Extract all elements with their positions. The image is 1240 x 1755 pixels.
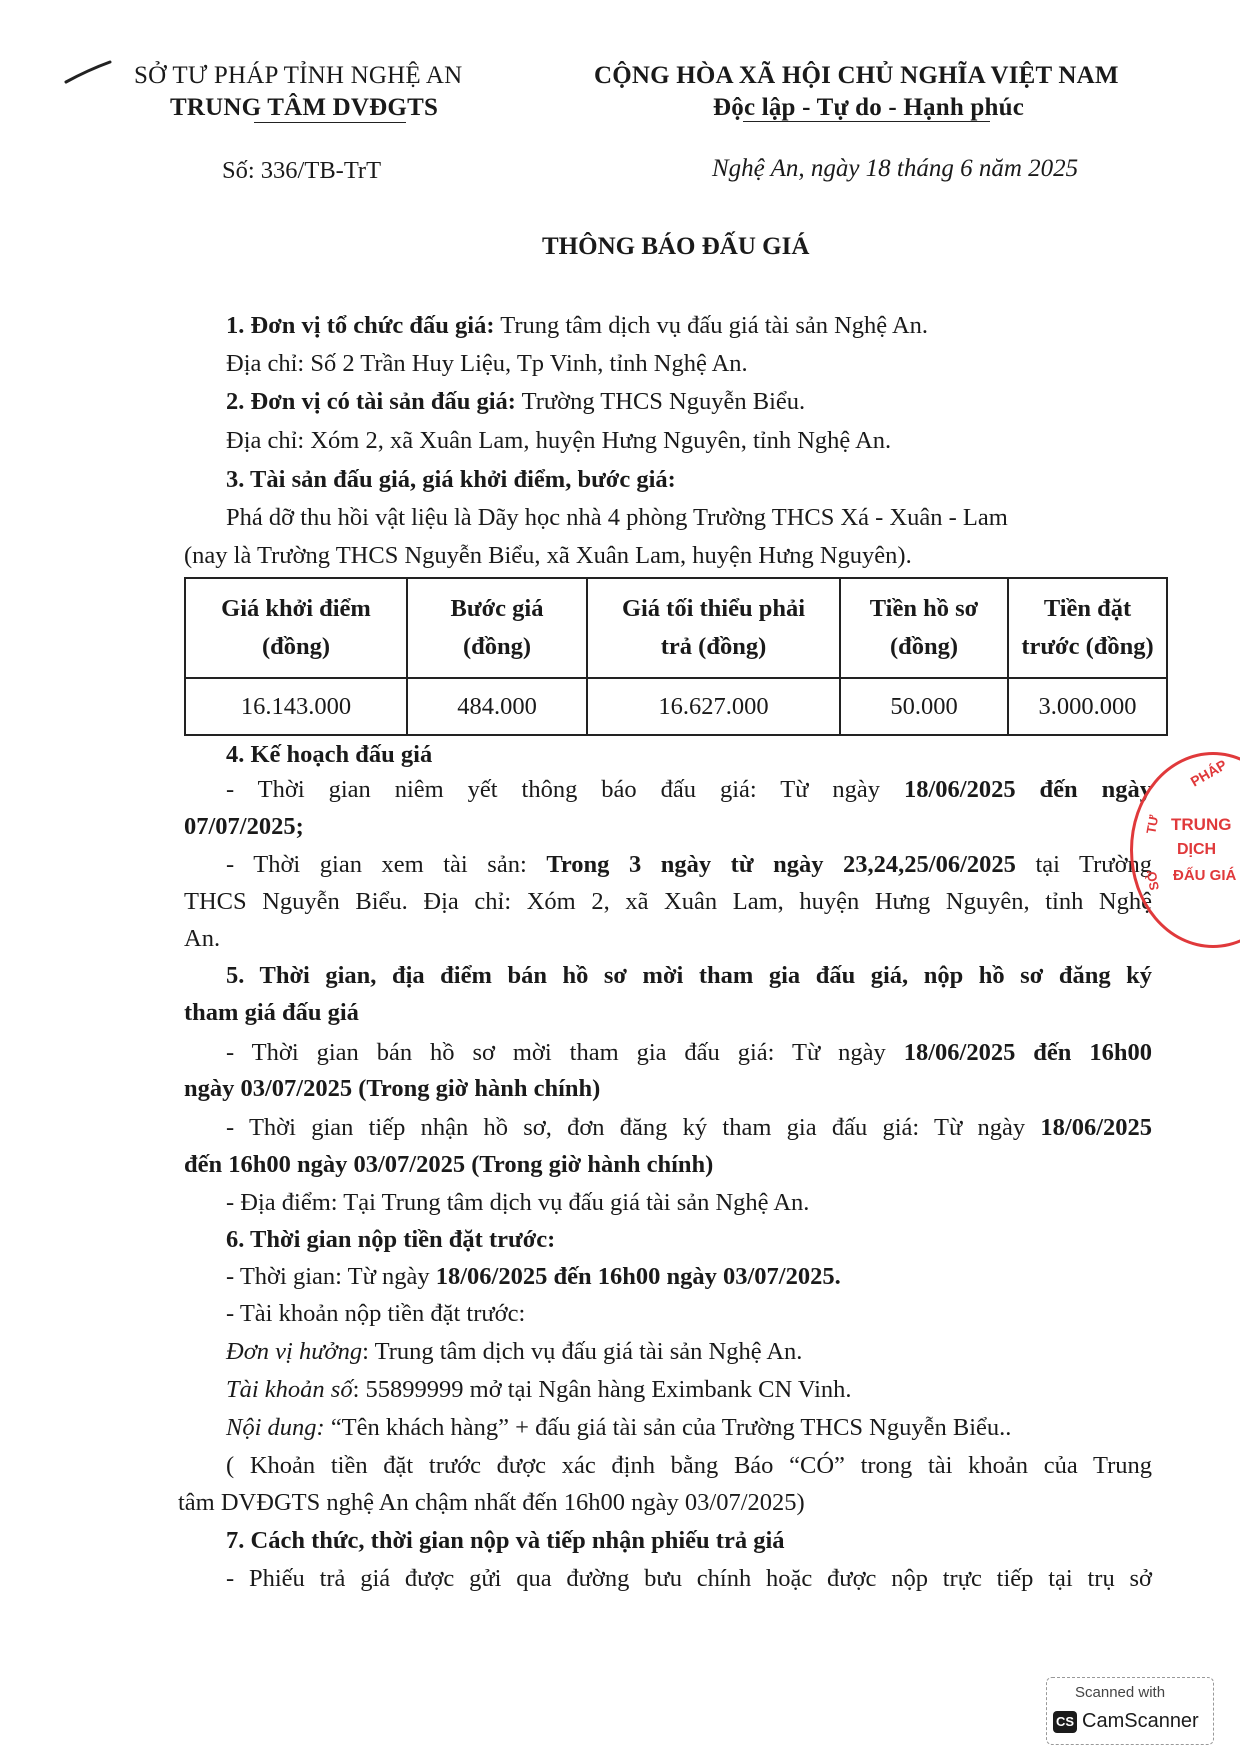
nation-name: CỘNG HÒA XÃ HỘI CHỦ NGHĨA VIỆT NAM	[594, 62, 1119, 89]
file-fee-value: 50.000	[840, 678, 1008, 735]
section-2-line	[226, 388, 805, 416]
section-2-label: 2. Đơn vị có tài sản đấu giá:	[226, 388, 516, 415]
viewing-time-text: - Thời gian xem tài sản:	[226, 851, 527, 878]
file-sale-text: - Thời gian bán hồ sơ mời tham gia đấu giá: Từ ngày	[226, 1039, 886, 1066]
stamp-line-2: DỊCH	[1177, 841, 1217, 858]
account-label: Tài khoản số	[226, 1376, 353, 1403]
viewing-address-end: An.	[184, 925, 221, 952]
deposit-time-line	[226, 1263, 841, 1291]
transfer-content-line	[226, 1414, 1011, 1442]
deposit-note-1: ( Khoản tiền đặt trước được xác định bằng Báo “CÓ” trong tài khoản của Trung	[226, 1452, 1152, 1479]
section-1-value: Trung tâm dịch vụ đấu giá tài sản Nghệ An.	[500, 312, 929, 339]
section-5-label: 5. Thời gian, địa điểm bán hồ sơ mời tham gia đấu giá, nộp hồ sơ đăng ký	[226, 962, 1152, 989]
beneficiary-value: : Trung tâm dịch vụ đấu giá tài sản Nghệ An.	[362, 1338, 803, 1365]
account-line	[226, 1376, 852, 1404]
viewing-address: THCS Nguyễn Biểu. Địa chỉ: Xóm 2, xã Xuân Lam, huyện Hưng Nguyên, tỉnh Nghệ	[184, 888, 1152, 915]
scanner-caption: Scanned with	[1075, 1684, 1166, 1701]
deposit-value: 3.000.000	[1008, 678, 1167, 735]
section-1-label: 1. Đơn vị tổ chức đấu giá:	[226, 312, 495, 339]
file-receipt-text: - Thời gian tiếp nhận hồ sơ, đơn đăng ký tham gia đấu giá: Từ ngày	[226, 1114, 1026, 1141]
agency-unit: TRUNG TÂM DVĐGTS	[170, 94, 439, 121]
section-2-address: Địa chỉ: Xóm 2, xã Xuân Lam, huyện Hưng Nguyên, tỉnh Nghệ An.	[226, 427, 892, 454]
header-starting-price: Giá khởi điểm (đồng)	[185, 578, 407, 678]
posting-time-line	[226, 776, 1152, 804]
section-1-line	[226, 312, 928, 340]
deposit-time-text: - Thời gian: Từ ngày	[226, 1263, 430, 1290]
agency-underline	[254, 122, 406, 123]
file-receipt-line	[226, 1114, 1152, 1142]
posting-time-text: - Thời gian niêm yết thông báo đấu giá: Từ ngày	[226, 776, 881, 803]
file-sale-dates: 18/06/2025 đến 16h00	[903, 1039, 1152, 1066]
section-7-label: 7. Cách thức, thời gian nộp và tiếp nhận phiếu trả giá	[226, 1527, 785, 1554]
stamp-arc-left-2: SỞ	[1143, 869, 1162, 892]
account-value: : 55899999 mở tại Ngân hàng Eximbank CN Vinh.	[352, 1376, 852, 1403]
section-7-line-1: - Phiếu trả giá được gửi qua đường bưu chính hoặc được nộp trực tiếp tại trụ sở	[226, 1565, 1152, 1592]
camscanner-logo-icon: CS	[1053, 1711, 1077, 1733]
document-title: THÔNG BÁO ĐẤU GIÁ	[542, 233, 810, 260]
motto-underline	[743, 121, 990, 122]
header-deposit: Tiền đặt trước (đồng)	[1008, 578, 1167, 678]
section-4-label: 4. Kế hoạch đấu giá	[226, 741, 433, 768]
deposit-account-intro: - Tài khoản nộp tiền đặt trước:	[226, 1300, 526, 1327]
price-step-value: 484.000	[407, 678, 587, 735]
transfer-content-value: “Tên khách hàng” + đấu giá tài sản của Trường THCS Nguyễn Biểu..	[330, 1414, 1012, 1441]
header-price-step: Bước giá (đồng)	[407, 578, 587, 678]
section-5-label-cont: tham giá đấu giá	[184, 999, 359, 1026]
posting-time-end: 07/07/2025;	[184, 813, 304, 840]
file-sale-line	[226, 1039, 1152, 1067]
deposit-note-2: tâm DVĐGTS nghệ An chậm nhất đến 16h00 ngày 03/07/2025)	[178, 1489, 805, 1516]
section-1-address: Địa chỉ: Số 2 Trần Huy Liệu, Tp Vinh, tỉnh Nghệ An.	[226, 350, 748, 377]
agency-name: SỞ TƯ PHÁP TỈNH NGHỆ AN	[134, 62, 463, 89]
viewing-time-dates: Trong 3 ngày từ ngày 23,24,25/06/2025	[546, 851, 1016, 878]
section-3-desc-1: Phá dỡ thu hồi vật liệu là Dãy học nhà 4 phòng Trường THCS Xá - Xuân - Lam	[226, 504, 1008, 531]
sale-location: - Địa điểm: Tại Trung tâm dịch vụ đấu giá tài sản Nghệ An.	[226, 1189, 810, 1216]
scanner-brand: CamScanner	[1082, 1710, 1199, 1732]
header-minimum-price: Giá tối thiểu phải trả (đồng)	[587, 578, 840, 678]
beneficiary-label: Đơn vị hưởng	[226, 1338, 363, 1365]
stamp-line-1: TRUNG	[1171, 815, 1232, 834]
deposit-time-dates: 18/06/2025 đến 16h00 ngày 03/07/2025.	[435, 1263, 841, 1290]
pen-mark	[62, 58, 114, 86]
stamp-arc-top: PHÁP	[1187, 756, 1230, 790]
section-2-value: Trường THCS Nguyễn Biểu.	[521, 388, 806, 415]
camscanner-badge	[1046, 1677, 1214, 1745]
posting-time-start: 18/06/2025 đến ngày	[903, 776, 1153, 803]
viewing-time-line	[226, 851, 1152, 879]
price-table	[184, 577, 1168, 736]
nation-motto: Độc lập - Tự do - Hạnh phúc	[713, 94, 1024, 121]
file-receipt-end: đến 16h00 ngày 03/07/2025 (Trong giờ hành chính)	[184, 1151, 714, 1178]
starting-price-value: 16.143.000	[185, 678, 407, 735]
header-file-fee: Tiền hồ sơ (đồng)	[840, 578, 1008, 678]
price-table-header	[185, 578, 1167, 678]
section-3-desc-2: (nay là Trường THCS Nguyễn Biểu, xã Xuân Lam, huyện Hưng Nguyên).	[184, 542, 912, 569]
stamp-line-3: ĐẤU GIÁ	[1173, 867, 1237, 884]
document-number: Số: 336/TB-TrT	[222, 157, 382, 184]
beneficiary-line	[226, 1338, 802, 1366]
stamp-arc-left: TƯ	[1143, 813, 1162, 836]
place-date: Nghệ An, ngày 18 tháng 6 năm 2025	[712, 155, 1079, 182]
file-sale-end: ngày 03/07/2025 (Trong giờ hành chính)	[184, 1075, 601, 1102]
section-6-label: 6. Thời gian nộp tiền đặt trước:	[226, 1226, 556, 1253]
viewing-time-place: tại Trường	[1035, 851, 1153, 878]
file-receipt-start: 18/06/2025	[1040, 1114, 1153, 1141]
transfer-content-label: Nội dung:	[226, 1414, 325, 1441]
price-table-row	[185, 678, 1167, 735]
section-3-label: 3. Tài sản đấu giá, giá khởi điểm, bước giá:	[226, 466, 676, 493]
minimum-price-value: 16.627.000	[587, 678, 840, 735]
